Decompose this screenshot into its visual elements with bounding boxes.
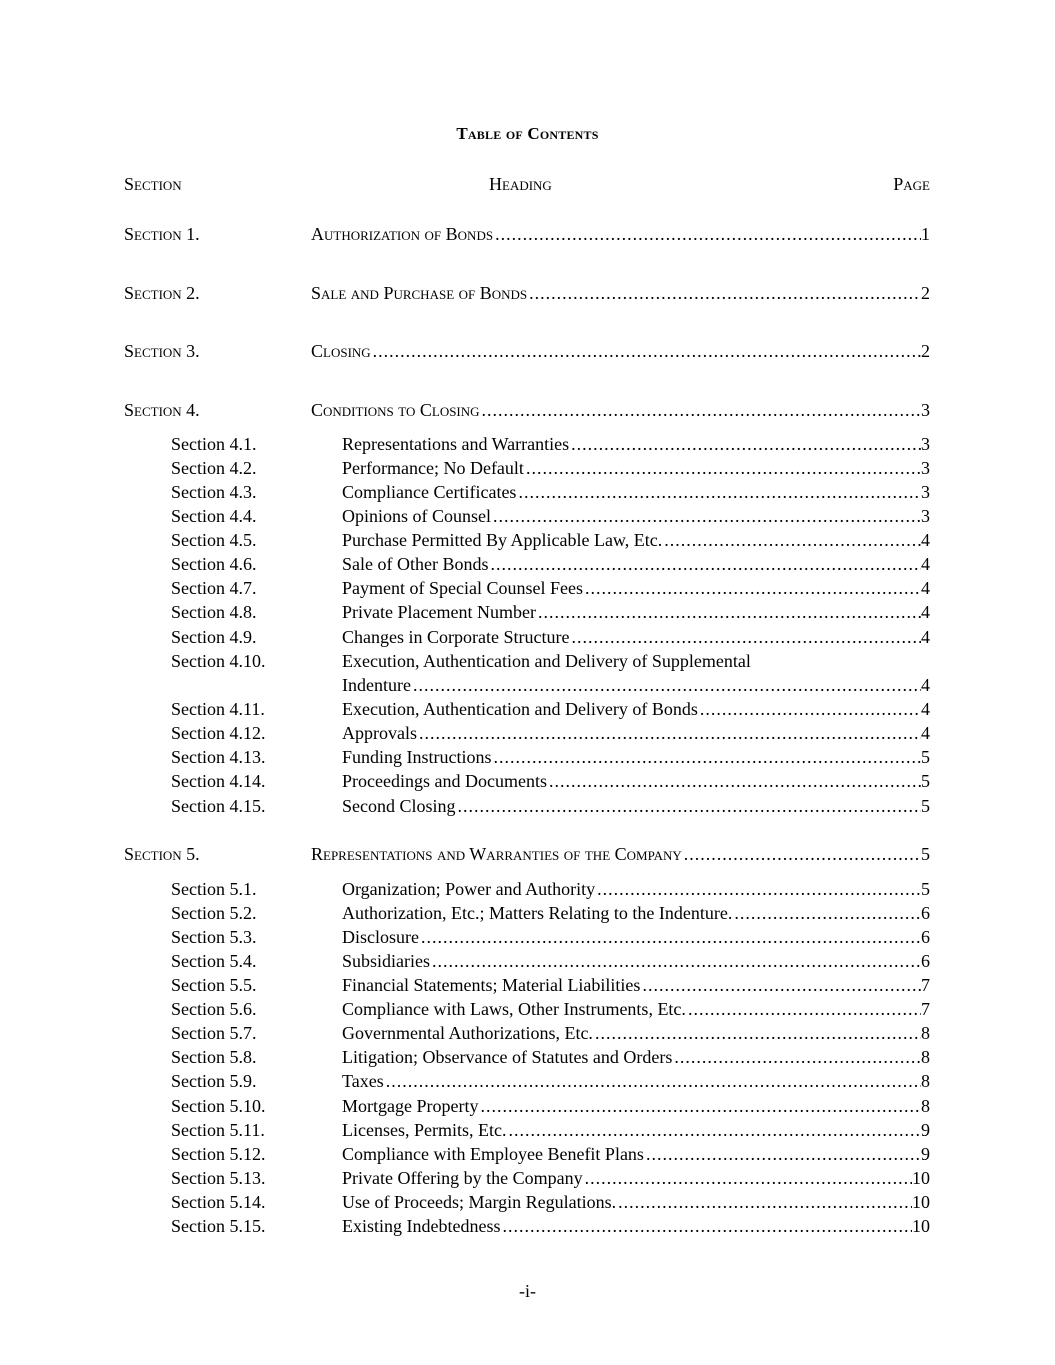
dot-leader: [538, 600, 921, 624]
toc-heading: Execution, Authentication and Delivery of Supplemental: [342, 651, 751, 671]
toc-heading: Second Closing: [342, 796, 456, 816]
toc-heading: Funding Instructions: [342, 747, 492, 767]
toc-entry-section-5[interactable]: [0, 842, 1055, 866]
dot-leader: [502, 1214, 912, 1238]
toc-section-number: Section 5.15.: [171, 1216, 266, 1236]
toc-heading: Payment of Special Counsel Fees: [342, 578, 583, 598]
toc-heading: Representations and Warranties: [342, 434, 570, 454]
toc-entry-section-5-9[interactable]: [0, 1069, 1055, 1093]
toc-heading: Compliance Certificates: [342, 482, 517, 502]
toc-entry-section-4-11[interactable]: [0, 697, 1055, 721]
toc-section-number: Section 5.3.: [171, 927, 257, 947]
toc-page-number: 6: [921, 927, 930, 947]
dot-leader: [482, 398, 921, 422]
toc-heading: Use of Proceeds; Margin Regulations.: [342, 1192, 617, 1212]
toc-entry-section-4-1[interactable]: [0, 432, 1055, 456]
toc-heading: Subsidiaries: [342, 951, 430, 971]
toc-heading: Authorization of Bonds: [311, 224, 494, 244]
toc-entry-section-4-15[interactable]: [0, 794, 1055, 818]
toc-entry-section-4[interactable]: [0, 398, 1055, 422]
dot-leader: [386, 1069, 921, 1093]
toc-section-number: Section 5.14.: [171, 1192, 266, 1212]
toc-entry-section-5-3[interactable]: [0, 925, 1055, 949]
toc-heading: Litigation; Observance of Statutes and Orders: [342, 1047, 673, 1067]
dot-leader: [595, 1021, 921, 1045]
toc-section-number: Section 4.6.: [171, 554, 257, 574]
toc-heading: Compliance with Laws, Other Instruments, Etc.: [342, 999, 686, 1019]
toc-heading-continued: Indenture: [342, 675, 411, 695]
toc-page-number: 4: [921, 699, 930, 719]
toc-section-number: Section 4.13.: [171, 747, 266, 767]
toc-page-number: 4: [921, 530, 930, 550]
dot-leader: [585, 576, 921, 600]
dot-leader: [432, 949, 921, 973]
toc-page-number: 4: [921, 578, 930, 598]
toc-heading: Approvals: [342, 723, 417, 743]
toc-heading: Representations and Warranties of the Company: [311, 844, 682, 864]
toc-entry-section-4-2[interactable]: [0, 456, 1055, 480]
toc-page-number: 5: [921, 771, 930, 791]
dot-leader: [526, 456, 921, 480]
dot-leader: [419, 721, 921, 745]
toc-entry-section-5-15[interactable]: [0, 1214, 1055, 1238]
toc-section-number: Section 1.: [124, 224, 200, 244]
toc-heading: Mortgage Property: [342, 1096, 479, 1116]
toc-page-number: 3: [921, 400, 930, 420]
toc-heading: Conditions to Closing: [311, 400, 480, 420]
toc-entry-section-5-10[interactable]: [0, 1094, 1055, 1118]
toc-entry-section-4-4[interactable]: [0, 504, 1055, 528]
toc-entry-section-3[interactable]: [0, 339, 1055, 363]
column-header-page: Page: [893, 174, 930, 194]
toc-heading: Private Placement Number: [342, 602, 536, 622]
dot-leader: [480, 1094, 921, 1118]
dot-leader: [518, 480, 921, 504]
toc-heading: Changes in Corporate Structure: [342, 627, 570, 647]
toc-heading: Sale of Other Bonds: [342, 554, 489, 574]
dot-leader: [597, 877, 921, 901]
toc-section-number: Section 5.13.: [171, 1168, 266, 1188]
toc-entry-section-4-7[interactable]: [0, 576, 1055, 600]
toc-heading: Authorization, Etc.; Matters Relating to the Indenture.: [342, 903, 733, 923]
toc-section-number: Section 4.5.: [171, 530, 257, 550]
dot-leader: [674, 1045, 921, 1069]
toc-heading: Opinions of Counsel: [342, 506, 492, 526]
toc-page-number: 10: [912, 1192, 930, 1212]
toc-heading: Taxes: [342, 1071, 384, 1091]
toc-entry-section-2[interactable]: [0, 281, 1055, 305]
toc-section-number: Section 4.14.: [171, 771, 266, 791]
toc-page-number: 8: [921, 1047, 930, 1067]
toc-page-number: 9: [921, 1144, 930, 1164]
toc-entry-section-4-6[interactable]: [0, 552, 1055, 576]
dot-leader: [495, 222, 921, 246]
dot-leader: [493, 504, 921, 528]
dot-leader: [664, 528, 921, 552]
toc-heading: Private Offering by the Company: [342, 1168, 583, 1188]
dot-leader: [618, 1190, 912, 1214]
toc-section-number: Section 5.12.: [171, 1144, 266, 1164]
toc-entry-section-5-12[interactable]: [0, 1142, 1055, 1166]
toc-section-number: Section 5.5.: [171, 975, 257, 995]
toc-section-number: Section 5.: [124, 844, 200, 864]
toc-heading: Existing Indebtedness: [342, 1216, 501, 1236]
toc-entry-section-5-4[interactable]: [0, 949, 1055, 973]
toc-page-number: 8: [921, 1096, 930, 1116]
toc-page-number: 8: [921, 1071, 930, 1091]
toc-section-number: Section 4.15.: [171, 796, 266, 816]
toc-page-number: 4: [921, 723, 930, 743]
document-title: Table of Contents: [456, 124, 599, 143]
toc-page-number: 4: [921, 554, 930, 574]
toc-heading: Organization; Power and Authority: [342, 879, 596, 899]
toc-entry-section-4-5[interactable]: [0, 528, 1055, 552]
toc-section-number: Section 4.7.: [171, 578, 257, 598]
toc-section-number: Section 4.8.: [171, 602, 257, 622]
toc-section-number: Section 5.10.: [171, 1096, 266, 1116]
toc-entry-section-5-14[interactable]: [0, 1190, 1055, 1214]
dot-leader: [684, 842, 921, 866]
toc-heading: Proceedings and Documents: [342, 771, 547, 791]
dot-leader: [734, 901, 921, 925]
toc-page-number: 3: [921, 458, 930, 478]
toc-section-number: Section 5.7.: [171, 1023, 257, 1043]
toc-heading: Closing: [311, 341, 371, 361]
toc-page-number: 5: [921, 796, 930, 816]
toc-page-number: 10: [912, 1216, 930, 1236]
dot-leader: [585, 1166, 912, 1190]
dot-leader: [549, 769, 921, 793]
page-footer-number: -i-: [519, 1281, 536, 1301]
column-header-heading: Heading: [489, 174, 552, 194]
toc-entry-section-5-13[interactable]: [0, 1166, 1055, 1190]
toc-page-number: 9: [921, 1120, 930, 1140]
dot-leader: [700, 697, 921, 721]
toc-section-number: Section 5.1.: [171, 879, 257, 899]
toc-heading: Disclosure: [342, 927, 419, 947]
toc-section-number: Section 2.: [124, 283, 200, 303]
dot-leader: [529, 281, 921, 305]
toc-heading: Performance; No Default: [342, 458, 524, 478]
toc-entry-section-5-5[interactable]: [0, 973, 1055, 997]
toc-page-number: 5: [921, 747, 930, 767]
dot-leader: [688, 997, 921, 1021]
dot-leader: [458, 794, 921, 818]
toc-page-number: 6: [921, 951, 930, 971]
toc-entry-section-5-1[interactable]: [0, 877, 1055, 901]
toc-page-number: 5: [921, 844, 930, 864]
toc-heading: Financial Statements; Material Liabilities: [342, 975, 641, 995]
toc-section-number: Section 4.2.: [171, 458, 257, 478]
toc-entry-section-4-13[interactable]: [0, 745, 1055, 769]
toc-section-number: Section 5.2.: [171, 903, 257, 923]
dot-leader: [413, 673, 921, 697]
dot-leader: [421, 925, 921, 949]
toc-page-number: 2: [921, 341, 930, 361]
toc-page-number: 4: [921, 602, 930, 622]
toc-page-number: 7: [921, 975, 930, 995]
toc-section-number: Section 4.: [124, 400, 200, 420]
dot-leader: [508, 1118, 921, 1142]
dot-leader: [494, 745, 921, 769]
column-header-section: Section: [124, 174, 182, 194]
toc-entry-section-4-3[interactable]: [0, 480, 1055, 504]
toc-page-number: 4: [921, 627, 930, 647]
toc-page-number: 6: [921, 903, 930, 923]
dot-leader: [490, 552, 921, 576]
toc-page-number: 3: [921, 482, 930, 502]
toc-page-number: 7: [921, 999, 930, 1019]
toc-section-number: Section 3.: [124, 341, 200, 361]
toc-entry-section-5-11[interactable]: [0, 1118, 1055, 1142]
dot-leader: [571, 625, 921, 649]
toc-page-number: 10: [912, 1168, 930, 1188]
dot-leader: [373, 339, 921, 363]
toc-section-number: Section 4.1.: [171, 434, 257, 454]
toc-entry-section-1[interactable]: [0, 222, 1055, 246]
toc-page-number: 3: [921, 506, 930, 526]
toc-entry-section-4-10-continued[interactable]: [0, 673, 1055, 697]
toc-section-number: Section 4.12.: [171, 723, 266, 743]
toc-entry-section-5-2[interactable]: [0, 901, 1055, 925]
toc-heading: Licenses, Permits, Etc.: [342, 1120, 507, 1140]
toc-section-number: Section 5.8.: [171, 1047, 257, 1067]
toc-entry-section-4-9[interactable]: [0, 625, 1055, 649]
toc-entry-section-5-8[interactable]: [0, 1045, 1055, 1069]
toc-heading: Purchase Permitted By Applicable Law, Etc.: [342, 530, 663, 550]
toc-page-number: 8: [921, 1023, 930, 1043]
toc-section-number: Section 4.9.: [171, 627, 257, 647]
toc-page-number: 4: [921, 675, 930, 695]
toc-page-number: 5: [921, 879, 930, 899]
toc-page-number: 2: [921, 283, 930, 303]
toc-section-number: Section 5.6.: [171, 999, 257, 1019]
toc-heading: Execution, Authentication and Delivery of Bonds: [342, 699, 698, 719]
toc-entry-section-4-8[interactable]: [0, 600, 1055, 624]
toc-entry-section-5-7[interactable]: [0, 1021, 1055, 1045]
toc-section-number: Section 4.3.: [171, 482, 257, 502]
toc-entry-section-4-10[interactable]: [0, 649, 1055, 673]
dot-leader: [646, 1142, 921, 1166]
toc-entry-section-5-6[interactable]: [0, 997, 1055, 1021]
toc-heading: Governmental Authorizations, Etc.: [342, 1023, 593, 1043]
toc-heading: Compliance with Employee Benefit Plans: [342, 1144, 644, 1164]
dot-leader: [642, 973, 921, 997]
toc-entry-section-4-14[interactable]: [0, 769, 1055, 793]
toc-page-number: 1: [921, 224, 930, 244]
toc-section-number: Section 4.4.: [171, 506, 257, 526]
toc-section-number: Section 5.4.: [171, 951, 257, 971]
toc-section-number: Section 4.10.: [171, 651, 266, 671]
dot-leader: [571, 432, 921, 456]
toc-section-number: Section 5.9.: [171, 1071, 257, 1091]
toc-section-number: Section 5.11.: [171, 1120, 265, 1140]
toc-heading: Sale and Purchase of Bonds: [311, 283, 528, 303]
toc-entry-section-4-12[interactable]: [0, 721, 1055, 745]
toc-page-number: 3: [921, 434, 930, 454]
toc-section-number: Section 4.11.: [171, 699, 265, 719]
